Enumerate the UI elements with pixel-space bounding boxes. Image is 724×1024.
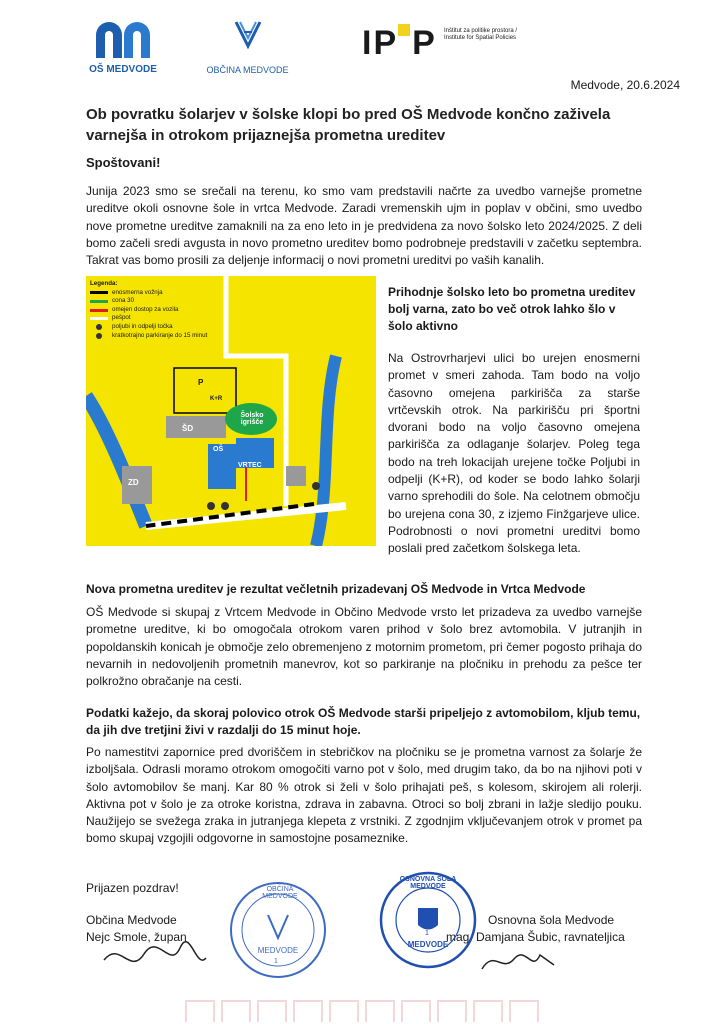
ipop-logo-mark: I P P	[362, 24, 435, 62]
map-label-sd: ŠD	[182, 424, 194, 433]
legend-item: pešpot	[90, 314, 228, 323]
map-label-kr: K+R	[210, 396, 223, 402]
map-label-os: OŠ	[213, 446, 224, 453]
legend-item: enosmerna vožnja	[90, 289, 228, 298]
map-label-zd: ZD	[128, 478, 139, 487]
map-label-p: P	[198, 378, 204, 387]
kr-point-2	[221, 502, 229, 510]
legend-item: omejen dostop za vozila	[90, 306, 228, 315]
obcina-medvode-logo	[200, 18, 295, 75]
map-label-igrisce: Šolsko igrišče	[240, 412, 264, 426]
signature-right-name: mag. Damjana Šubic, ravnateljica	[446, 930, 625, 944]
ipop-institute-text: Inštitut za politike prostora / Institute for Spatial Policies	[444, 28, 518, 41]
side-paragraph: Na Ostrovrharjevi ulici bo urejen enosmerni promet v smeri zahoda. Tam bodo na voljo časovno omejena parkirišča za starše vrtčevskih otrok. Na parkirišču pri športni dvorani bodo na voljo časovno omejena parkirišča za odlaganje šolarjev. Poleg tega bodo na treh lokacijah urejene točke Poljubi in odpelji (K+R), od koder se bodo lahko šolarji varno sprehodili do šole. Na celotnem območju bo urejena cona 30, z izjemo Finžgarjeve ulice. Podrobnosti o novi prometni ureditvi bomo poslali pred začetkom šolskega leta.	[388, 351, 640, 556]
signature-right-org: Osnovna šola Medvode	[488, 913, 615, 927]
stamp1-bottom: MEDVODE	[257, 946, 299, 955]
obcina-logo-caption: OBČINA MEDVODE	[206, 65, 289, 75]
stamp2-num: 1	[425, 930, 429, 937]
os-logo-mark-icon	[88, 22, 158, 62]
side-heading: Prihodnje šolsko leto bo prometna ureditev bolj varna, zato bo več otrok lahko šlo v šolo aktivno	[388, 285, 636, 333]
ipop-logo	[362, 24, 518, 62]
stamp2-bottom: MEDVODE	[407, 940, 449, 949]
stamp1-top: OBČINA MEDVODE	[262, 886, 298, 900]
section2-heading: Nova prometna ureditev je rezultat večletnih prizadevanj OŠ Medvode in Vrtca Medvode	[86, 582, 586, 596]
section3-paragraph: Po namestitvi zapornice pred dvoriščem in stebričkov na pločniku se je prometna varnost za šolarje že izboljšala. Odrasli moramo otrokom omogočiti varno pot v šolo, med drugim tako, da bo na njihovi poti v šolo avtomobilov še manj. Kar 80 % otrok si želi v šolo prihajati peš, s kolesom, skirojem ali rolerji. Aktivna pot v šolo je za otroke koristna, zdrava in zabavna. Otroci so bolj zbrani in lažje sledijo pouku. Naužijejo se svežega zraka in jutranjega klepeta z vrstniki. Z zgodnjim vključevanjem otrok v promet pa bomo skupaj vzgojili odgovorne in samostojne posameznike.	[86, 745, 642, 846]
river-right	[316, 356, 336, 546]
school-stamp	[378, 870, 478, 970]
obcina-crest-icon	[228, 18, 268, 58]
building-small	[286, 466, 306, 486]
highlight-paragraph: Podatki kažejo, da skoraj polovico otrok OŠ Medvode starši pripeljejo z avtomobilom, kljub temu, da jih dve tretjini živi v razdalji do 15 minut hoje.	[86, 706, 641, 738]
stamp1-num: 1	[274, 958, 278, 965]
os-logo-caption: OŠ MEDVODE	[89, 64, 157, 75]
kr-point-3	[312, 482, 320, 490]
section2-paragraph: OŠ Medvode si skupaj z Vrtcem Medvode in Občino Medvode vrsto let prizadeva za uvedbo varnejše prometne ureditve, ki bo omogočala otrokom varen prihod v šolo brez avtomobila. V jutranjih in popoldanskih konicah je območje zelo obremenjeno z motornim prometom, pri čemer pogosto prihaja do nevarnih in nedovoljenih prometnih manevrov, kot so parkiranje na pločniku in prehodu za pešce ter polkrožno obračanje na cesti.	[86, 605, 642, 689]
os-medvode-logo	[88, 22, 158, 75]
river-left	[86, 396, 146, 526]
parking-area	[174, 368, 236, 413]
traffic-map	[86, 276, 376, 546]
kr-point-1	[207, 502, 215, 510]
building-sd	[166, 416, 226, 438]
stamp2-top: OSNOVNA ŠOLA MEDVODE	[399, 876, 457, 890]
legend-item: poljubi in odpelji točka	[90, 323, 228, 332]
legend-item: cona 30	[90, 297, 228, 306]
bottom-decoration	[0, 1000, 724, 1024]
handwritten-signature-right	[478, 945, 558, 980]
map-label-vrtec: VRTEC	[238, 462, 262, 469]
document-title: Ob povratku šolarjev v šolske klopi bo pred OŠ Medvode končno zaživela varnejša in otrokom prijaznejša prometna ureditev	[86, 106, 611, 144]
map-legend	[90, 280, 228, 340]
document-date: Medvode, 20.6.2024	[570, 78, 680, 92]
intro-paragraph: Junija 2023 smo se srečali na terenu, ko smo vam predstavili načrte za uvedbo varnejše prometne ureditve okoli osnovne šole in vrtca Medvode. Zaradi vremenskih ujm in poplav v občini, smo uvedbo nove prometne ureditve zamaknili na za eno leto in je predvidena za novo šolsko leto 2024/2025. Z deli bomo začeli sredi avgusta in novo prometno ureditev bomo podrobneje predstavili v začetku septembra. Takrat vas bomo prosili za deljenje informacij o novi prometni ureditvi po vaših kanalih.	[86, 184, 642, 268]
handwritten-signature-left	[100, 940, 210, 980]
signature-left-name: Nejc Smole, župan	[86, 930, 187, 944]
legend-item: kratkotrajno parkiranje do 15 minut	[90, 332, 228, 341]
legend-title: Legenda:	[90, 280, 118, 287]
obcina-stamp	[228, 880, 328, 980]
signature-left-org: Občina Medvode	[86, 913, 177, 927]
closing: Prijazen pozdrav!	[86, 881, 179, 895]
greeting: Spoštovani!	[86, 155, 161, 170]
